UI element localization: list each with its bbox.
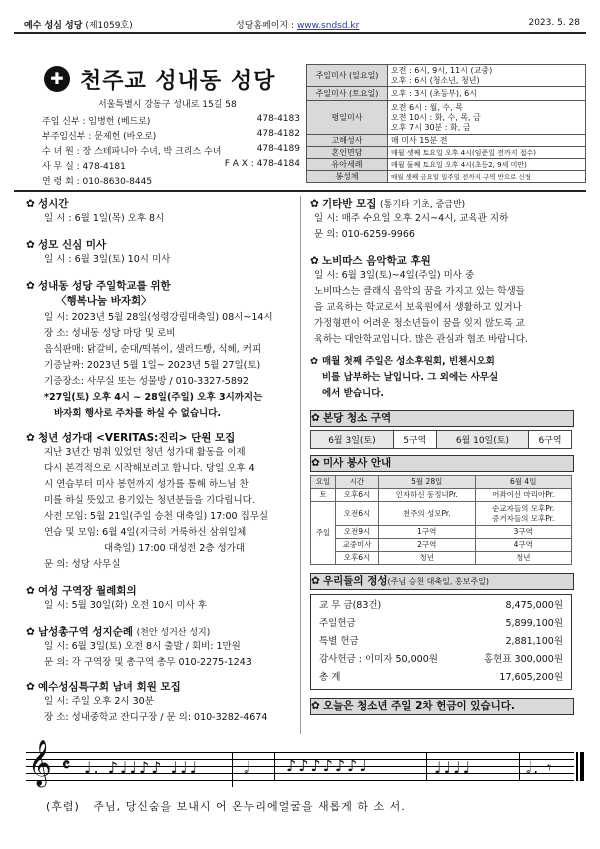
flower-icon: ✿ [310, 198, 319, 210]
flower-icon: ✿ [26, 280, 35, 292]
column-divider [300, 196, 301, 734]
left-column: ✿ 성시간 일 시 : 6월 1일(목) 오후 8시 ✿ 성모 신심 미사 일 시 : 6월 3일(토) 10시 미사 ✿ 성내동 성당 주일학교를 위한 〈행복나눔 바자회〉 일 시: 2023년 5월 28일(성령강림대축일) 08시~14시 장 소: 성내동 성당 마당 및 로비 음식판매: 닭갈비, 순대/떡볶이, 샐러드빵, 식혜, 커피 기증날짜: 2023년 5월 1일~ 2023년 5월 27일(토) 기증장소: 사무실 또는 성물방 / 010-3327-5892 *27일(토) 오후 4시 ~ 28일(주일) 오후 3시까지는 바자회 행사로 주차를 하실 수 없습니다. ✿ 청년 성가대 <VERITAS:진리> 단원 모집 지난 3년간 멈춰 있었던 청년 성가대 활동을 이제 다시 본격적으로 시작해보려고 합니다. 당일 오후 4 시 연습부터 미사 봉헌까지 성가를 통해 하느님 찬 미를 하실 뜻있고 용기있는 청년분들을 기다립니다. 사전 모임: 5월 21일(주일 승천 대축일) 17:00 집무실 연습 및 모임: 6월 4일(지극히 거룩하신 삼위일체 대축일) 17:00 대성전 2층 성가대 문 의: 성당 사무실 ✿ 여성 구역장 월례회의 일 시: 5월 30일(화) 오전 10시 미사 후 ✿ 남성총구역 성지순례 (천안 성거산 성지) 일 시: 6월 3일(토) 오전 8시 출발 / 회비: 1만원 문 의: 각 구역장 및 총구역 총무 010-2275-1243 ✿ 예수성심특구회 남녀 회원 모집 일 시: 주일 오후 2시 30분 장 소: 성내중학교 잔디구장 / 문 의: 010-3282-4674 [26, 196, 296, 726]
flower-icon: ✿ [311, 412, 320, 424]
flower-icon: ✿ [311, 700, 320, 712]
section-title: ✿ 청년 성가대 <VERITAS:진리> 단원 모집 [26, 432, 236, 444]
section-band: ✿ 우리들의 정성(주님 승천 대축일, 홍보주일) [310, 573, 574, 590]
notes-icon: 𝅗𝅥 [244, 758, 250, 777]
music-staff [14, 740, 586, 790]
section-band: ✿ 본당 청소 구역 [310, 410, 574, 427]
common-time-icon: 𝄴 [62, 755, 71, 776]
staff-row: 수 녀 원 : 장 스테파니아 수녀, 박 크리스 수녀 478-4189 [42, 144, 300, 157]
flower-icon: ✿ [311, 457, 320, 469]
header-rule [14, 32, 586, 34]
section-title: ✿ 성내동 성당 주일학교를 위한 [26, 280, 171, 292]
notes-icon: ♩. ♪♩♩♪♪ ♩♩♩ [84, 758, 200, 777]
cleaning-table: 6월 3일(토) 5구역 6월 10일(토) 6구역 [310, 430, 572, 449]
section-title: ✿ 남성총구역 성지순례 (천안 성거산 성지) [26, 626, 211, 638]
section-band: ✿ 미사 봉사 안내 [310, 455, 574, 472]
bulletin-name: 예수 성심 성당 (제1059호) [24, 21, 133, 31]
offering-row: 주일헌금 5,899,100원 [319, 618, 563, 629]
flower-icon: ✿ [26, 239, 35, 251]
staff-row: 부주임신부 : 문제헌 (바오로) 478-4182 [42, 129, 300, 142]
notes-icon: ♩♩♩♩ [434, 758, 473, 777]
section-title: ✿ 여성 구역장 월례회의 [26, 585, 137, 597]
section-title: ✿ 성모 신심 미사 [26, 239, 107, 251]
treble-clef-icon: 𝄞 [28, 740, 52, 786]
staff-row: 사 무 실 : 478-4181 F A X : 478-4184 [42, 159, 300, 172]
song-lyrics: (후렴) 주님, 당신숨을 보내시 어 온누리에얼굴을 새롭게 하 소 서. [46, 800, 406, 813]
notes-icon: 𝅗𝅥. 𝄾 [526, 758, 554, 777]
section-title: ✿ 예수성심특구회 남녀 회원 모집 [26, 681, 181, 693]
offering-row: 감사헌금 : 이미자 50,000원 홍현표 300,000원 [319, 654, 563, 665]
flower-icon: ✿ [26, 432, 35, 444]
flower-icon: ✿ [310, 356, 318, 367]
flower-icon: ✿ [310, 255, 319, 267]
section-subtitle: 〈행복나눔 바자회〉 [56, 295, 152, 307]
section-band: ✿ 오늘은 청소년 주일 2차 헌금이 있습니다. [310, 698, 574, 715]
mass-service-table: 요일 시간 5월 28일 6월 4일 토 오후6시 인자하신 동정녀Pr. 어좌이신 마리아Pr. 주일 오전6시 천주의 성모Pr. 순교자들의 모후Pr. 증거자들의 모후Pr. 오전9시 1구역 3구역 교중미사 2구역 4구역 오후6시 청년 청년 [310, 475, 572, 565]
notes-icon: ♪♪♪♪♪♪♩ [286, 756, 369, 775]
staff-row: 연 령 회 : 010-8630-8445 [42, 177, 153, 187]
offering-row: 총 계 17,605,200원 [319, 672, 563, 683]
staff-row: 주임 신부 : 임병헌 (베드로) 478-4183 [42, 114, 300, 127]
flower-icon: ✿ [26, 681, 35, 693]
offering-box [310, 594, 572, 690]
offering-row: 교 무 금(83건) 8,475,000원 [319, 600, 563, 611]
top-divider [14, 190, 586, 192]
church-address: 서울특별시 강동구 성내로 15길 58 [98, 100, 237, 110]
church-emblem-icon: ✚ [44, 66, 70, 92]
flower-icon: ✿ [26, 198, 35, 210]
staff-list [42, 114, 300, 189]
homepage-line: 성당홈페이지 : www.sndsd.kr [236, 21, 360, 31]
section-title: ✿ 기타반 모집 (통기타 기초, 중급반) [310, 198, 466, 210]
right-column: ✿ 기타반 모집 (통기타 기초, 중급반) 일 시: 매주 수요일 오후 2시~4시, 교육관 지하 문 의: 010-6259-9966 ✿ 노비따스 음악학교 후원 일 시: 6월 3일(토)~4일(주일) 미사 중 노비따스는 클래식 음악의 꿈을 가지고 있는 학생들 을 교육하는 학교로서 보육원에서 생활하고 있거나 가정형편이 어려운 청소년들이 꿈을 잊지 않도록 교 육하는 대안학교입니다. 많은 관심과 협조 바랍니다. ✿ 매월 첫째 주일은 성소후원회, 빈첸시오회 비를 납부하는 날입니다. 그 외에는 사무실 에서 받습니다. ✿ 본당 청소 구역 6월 3일(토) 5구역 6월 10일(토) 6구역 ✿ 미사 봉사 안내 요일 시간 5월 28일 6월 4일 토 오후6시 인자하신 동정녀Pr. 어좌이신 마리아Pr. 주일 오전6시 천주의 성모Pr. 순교자들의 모후Pr. 증거자들의 모후Pr. 오전9시 1구역 3구역 교중미사 2구역 4구역 오후6시 청년 청년 ✿ 우리들의 정성(주님 승천 대축일, 홍보주일) 교 무 금(83건) 8,475,000원 주일헌금 5,899,100원 특별 헌금 2,881,100원 감사헌금 : 이미자 50,000원 홍현표 300,000원 총 계 17,605,200원 ✿ 오늘은 청소년 주일 2차 헌금이 있습니다. [310, 196, 586, 715]
bulletin-date: 2023. 5. 28 [528, 18, 580, 28]
mass-schedule-table: 주일미사 (일요일) 오전 : 6시, 9시, 11시 (교중) 오후 : 6시 (청소년, 청년) 주일미사 (토요일) 오후 : 3시 (초등부), 6시 평일미사 오전 6시 : 월, 수, 목 오전 10시 : 화, 수, 목, 금 오후 7시 30분 : 화, 금 고해성사 매 미사 15분 전 혼인면담 매월 셋째 토요일 오후 4시(임준일 전까지 접수) 유아세례 매월 둘째 토요일 오후 4시(초등2, 9세 미만) 봉성체 매월 셋째 금요일 일주일 전까지 구역 반으로 신청 [306, 64, 586, 183]
church-name: 천주교 성내동 성당 [80, 69, 276, 94]
flower-icon: ✿ [311, 575, 320, 587]
homepage-link[interactable]: www.sndsd.kr [296, 21, 360, 31]
offering-row: 특별 헌금 2,881,100원 [319, 636, 563, 647]
flower-icon: ✿ [26, 585, 35, 597]
section-title: ✿ 매월 첫째 주일은 성소후원회, 빈첸시오회 [310, 354, 586, 370]
dues-notice: ✿ 매월 첫째 주일은 성소후원회, 빈첸시오회 비를 납부하는 날입니다. 그 외에는 사무실 에서 받습니다. [310, 354, 586, 402]
section-title: ✿ 노비따스 음악학교 후원 [310, 255, 431, 267]
section-title: ✿ 성시간 [26, 198, 69, 210]
flower-icon: ✿ [26, 626, 35, 638]
